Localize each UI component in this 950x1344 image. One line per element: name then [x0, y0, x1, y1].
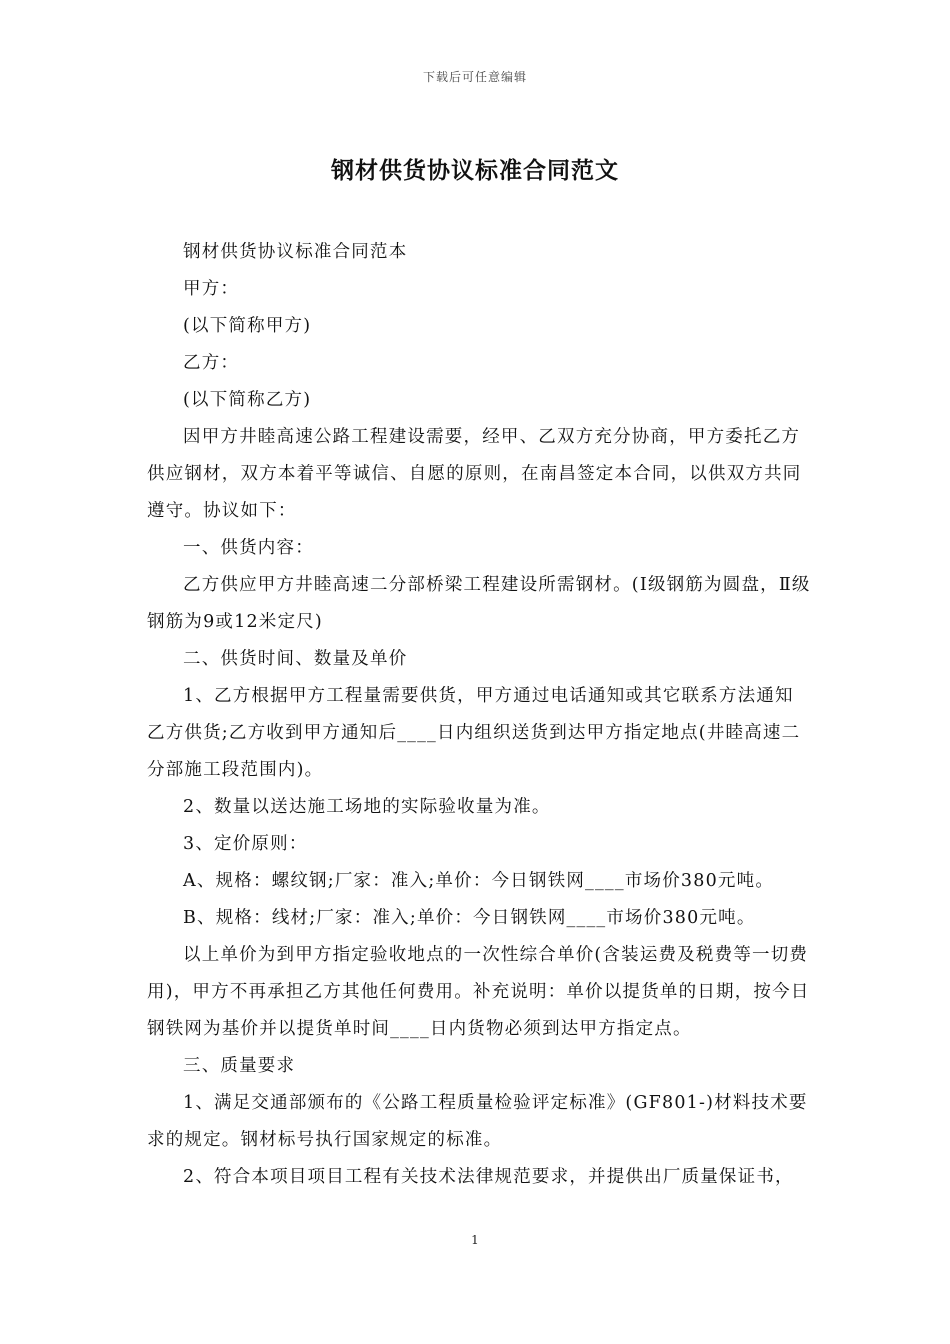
paragraph: 钢材供货协议标准合同范本	[183, 242, 408, 262]
paragraph: 1、乙方根据甲方工程量需要供货，甲方通过电话通知或其它联系方法通知乙方供货;乙方收到甲方通知后____日内组织送货到达甲方指定地点(井睦高速二分部施工段范围内)。	[147, 686, 801, 780]
paragraph: 以上单价为到甲方指定验收地点的一次性综合单价(含装运费及税费等一切费用)，甲方不再承担乙方其他任何费用。补充说明：单价以提货单的日期，按今日钢铁网为基价并以提货单时间____日内货物必须到达甲方指定点。	[147, 945, 810, 1039]
paragraph: 乙方供应甲方井睦高速二分部桥梁工程建设所需钢材。(Ⅰ级钢筋为圆盘，Ⅱ级钢筋为9或12米定尺)	[147, 575, 811, 632]
paragraph: 乙方：	[183, 353, 240, 373]
paragraph: (以下简称甲方)	[183, 316, 312, 336]
paragraph: 因甲方井睦高速公路工程建设需要，经甲、乙双方充分协商，甲方委托乙方供应钢材，双方本着平等诚信、自愿的原则，在南昌签定本合同，以供双方共同遵守。协议如下：	[147, 427, 802, 521]
paragraph: (以下简称乙方)	[183, 390, 312, 410]
header-note: 下载后可任意编辑	[422, 70, 527, 84]
paragraph: 1、满足交通部颁布的《公路工程质量检验评定标准》(GF801-)材料技术要求的规定。钢材标号执行国家规定的标准。	[147, 1093, 808, 1150]
paragraph: 甲方：	[183, 279, 240, 299]
document-body	[147, 234, 811, 1196]
paragraph: 2、符合本项目项目工程有关技术法律规范要求，并提供出厂质量保证书，	[183, 1167, 794, 1187]
paragraph: 二、供货时间、数量及单价	[183, 649, 408, 669]
paragraph: 三、质量要求	[183, 1056, 296, 1076]
paragraph: B、规格：线材;厂家：准入;单价：今日钢铁网____市场价380元吨。	[183, 908, 756, 928]
document-title: 钢材供货协议标准合同范文	[331, 158, 619, 184]
paragraph: 3、定价原则：	[183, 834, 308, 854]
paragraph: 2、数量以送达施工场地的实际验收量为准。	[183, 797, 551, 817]
page-number: 1	[471, 1233, 479, 1247]
paragraph: 一、供货内容：	[183, 538, 314, 558]
paragraph: A、规格：螺纹钢;厂家：准入;单价：今日钢铁网____市场价380元吨。	[183, 871, 775, 891]
